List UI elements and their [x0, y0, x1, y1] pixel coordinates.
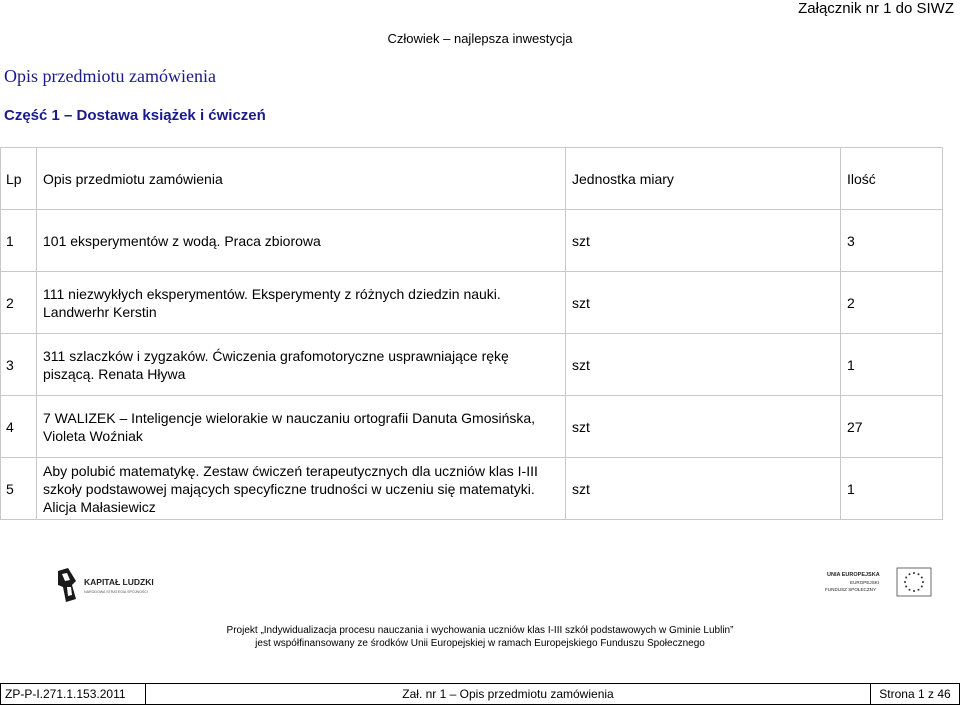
cell-lp: 3: [1, 334, 37, 396]
cell-quantity: 1: [841, 334, 943, 396]
table-row: [1, 396, 943, 458]
table-row: [1, 458, 943, 520]
footer-line2: jest współfinansowany ze środków Unii Europejskiej w ramach Europejskiego Funduszu Społecznego: [255, 638, 705, 649]
cell-lp: 5: [1, 458, 37, 520]
cell-lp: 1: [1, 210, 37, 272]
annex-label: Załącznik nr 1 do SIWZ: [798, 0, 954, 17]
footer-project-note: [0, 624, 960, 650]
cell-unit: szt: [566, 396, 841, 458]
kapital-ludzki-logo: [54, 565, 174, 605]
eu-line1: UNIA EUROPEJSKA: [827, 572, 880, 578]
cell-lp: 4: [1, 396, 37, 458]
header-quantity: Ilość: [841, 148, 943, 210]
kl-name: KAPITAŁ LUDZKI: [84, 577, 154, 587]
items-table: [0, 147, 943, 520]
table-row: [1, 272, 943, 334]
cell-description: 111 niezwykłych eksperymentów. Eksperymenty z różnych dziedzin nauki. Landwerhr Kerstin: [37, 272, 566, 334]
reference-number: ZP-P-I.271.1.153.2011: [1, 684, 146, 704]
cell-description: 101 eksperymentów z wodą. Praca zbiorowa: [37, 210, 566, 272]
cell-unit: szt: [566, 458, 841, 520]
page-footer-bar: [0, 683, 960, 705]
cell-quantity: 27: [841, 396, 943, 458]
cell-quantity: 1: [841, 458, 943, 520]
table-row: [1, 334, 943, 396]
cell-unit: szt: [566, 272, 841, 334]
project-slogan: Człowiek – najlepsza inwestycja: [387, 31, 573, 46]
table-row: [1, 210, 943, 272]
cell-lp: 2: [1, 272, 37, 334]
page-number: Strona 1 z 46: [879, 687, 951, 701]
attachment-label: Zał. nr 1 – Opis przedmiotu zamówienia: [146, 684, 871, 704]
cell-quantity: 2: [841, 272, 943, 334]
header-description: Opis przedmiotu zamówienia: [37, 148, 566, 210]
table-header-row: [1, 148, 943, 210]
cell-quantity: 3: [841, 210, 943, 272]
eu-logo: [822, 565, 934, 601]
cell-description: 7 WALIZEK – Inteligencje wielorakie w nauczaniu ortografii Danuta Gmosińska, Violeta Woźniak: [37, 396, 566, 458]
kl-subtitle: NARODOWA STRATEGIA SPÓJNOŚCI: [84, 590, 148, 594]
cell-unit: szt: [566, 210, 841, 272]
header-unit: Jednostka miary: [566, 148, 841, 210]
document-title: Opis przedmiotu zamówienia: [4, 66, 216, 86]
footer-line1: Projekt „Indywidualizacja procesu nauczania i wychowania uczniów klas I-III szkół podstawowych w Gminie Lublin”: [226, 625, 734, 636]
eu-line3: FUNDUSZ SPOŁECZNY: [825, 587, 877, 592]
header-lp: Lp: [1, 148, 37, 210]
eu-line2: EUROPEJSKI: [850, 580, 880, 585]
cell-description: Aby polubić matematykę. Zestaw ćwiczeń terapeutycznych dla uczniów klas I-III szkoły podstawowej mających specyficzne trudności w uczeniu się matematyki. Alicja Małasiewicz: [37, 458, 566, 520]
cell-unit: szt: [566, 334, 841, 396]
part-title: Część 1 – Dostawa książek i ćwiczeń: [4, 107, 266, 124]
cell-description: 311 szlaczków i zygzaków. Ćwiczenia grafomotoryczne usprawniające rękę piszącą. Renata Hływa: [37, 334, 566, 396]
